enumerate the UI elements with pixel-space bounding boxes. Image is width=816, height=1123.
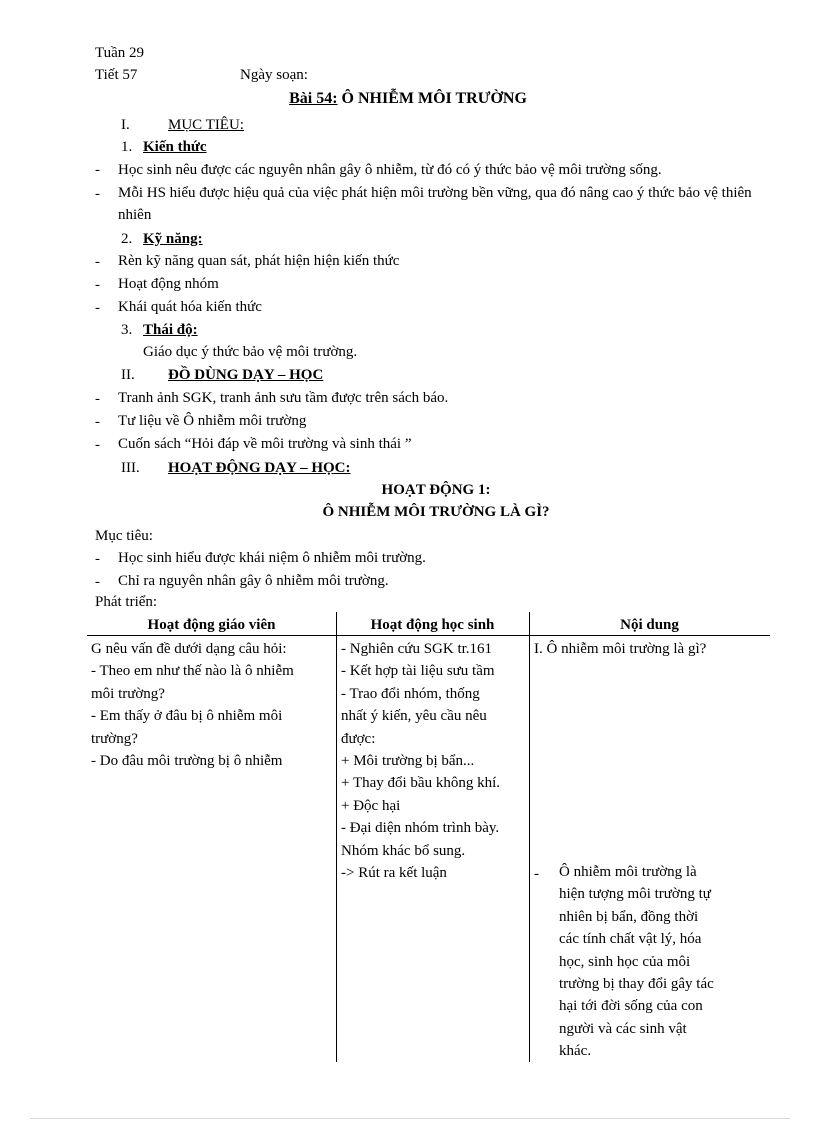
student-line: - Đại diện nhóm trình bày.: [341, 820, 500, 837]
lesson-title-text: Ô NHIỄM MÔI TRƯỜNG: [341, 90, 527, 107]
bullet-dash: -: [95, 391, 100, 407]
skills-item: Rèn kỹ năng quan sát, phát hiện hiện kiến thức: [118, 253, 400, 269]
teacher-line: trường?: [91, 730, 138, 747]
content-line: khác.: [559, 1043, 592, 1060]
content-line: trường bị thay đổi gây tác: [559, 976, 714, 993]
section-1-title: MỤC TIÊU:: [168, 117, 244, 133]
period-label: Tiết 57: [95, 67, 138, 83]
table-column-divider: [336, 612, 337, 1062]
section-2-number: II.: [121, 367, 135, 383]
table-header-content: Nội dung: [620, 617, 679, 633]
content-line: các tính chất vật lý, hóa: [559, 931, 702, 948]
bullet-dash: -: [95, 277, 100, 293]
knowledge-title: Kiến thức: [143, 139, 207, 155]
table-header-rule: [87, 635, 770, 636]
student-line: + Môi trường bị bẩn...: [341, 753, 475, 770]
teacher-line: - Theo em như thế nào là ô nhiễm: [91, 663, 294, 680]
content-line: hiện tượng môi trường tự: [559, 886, 711, 903]
section-3-title: HOẠT ĐỘNG DẠY – HỌC:: [168, 460, 351, 476]
student-cell: [341, 638, 500, 884]
bullet-dash: -: [95, 254, 100, 270]
student-line: - Nghiên cứu SGK tr.161: [341, 641, 493, 657]
skills-number: 2.: [121, 231, 133, 247]
student-line: được:: [341, 730, 376, 747]
page-bottom-rule: [30, 1118, 790, 1119]
activity-table: [87, 612, 770, 1062]
table-column-divider: [529, 612, 530, 1062]
activity-title: HOẠT ĐỘNG 1:: [381, 482, 491, 498]
materials-item: Tư liệu về Ô nhiễm môi trường: [118, 413, 307, 429]
objective-label: Mục tiêu:: [95, 528, 153, 544]
skills-item: Khái quát hóa kiến thức: [118, 299, 262, 315]
bullet-dash: -: [95, 300, 100, 316]
bullet-dash: -: [95, 551, 100, 567]
section-3-number: III.: [121, 460, 140, 476]
materials-item: Tranh ảnh SGK, tranh ảnh sưu tầm được trên sách báo.: [118, 390, 449, 406]
objective-item: Chỉ ra nguyên nhân gây ô nhiễm môi trường.: [118, 573, 389, 589]
bullet-dash: -: [534, 866, 539, 882]
teacher-line: - Do đâu môi trường bị ô nhiễm: [91, 753, 283, 770]
knowledge-item: Mỗi HS hiểu được hiệu quả của việc phát hiện môi trường bền vững, qua đó nâng cao ý thức bảo vệ thiên nhiên: [118, 185, 752, 223]
student-line: + Độc hại: [341, 797, 401, 814]
content-line: hại tới đời sống của con: [559, 998, 703, 1015]
content-line: Ô nhiễm môi trường là: [559, 864, 697, 880]
skills-title: Kỹ năng:: [143, 231, 203, 247]
attitude-title: Thái độ:: [143, 322, 198, 338]
content-line: người và các sinh vật: [559, 1020, 687, 1037]
knowledge-number: 1.: [121, 139, 133, 155]
student-line: -> Rút ra kết luận: [341, 865, 447, 882]
objective-item: Học sinh hiểu được khái niệm ô nhiễm môi trường.: [118, 550, 426, 566]
student-line: - Trao đổi nhóm, thống: [341, 685, 480, 702]
table-header-student: Hoạt động học sinh: [370, 617, 495, 633]
activity-subtitle: Ô NHIỄM MÔI TRƯỜNG LÀ GÌ?: [322, 504, 550, 520]
content-cell: [559, 861, 714, 1063]
materials-item: Cuốn sách “Hỏi đáp về môi trường và sinh thái ”: [118, 436, 412, 452]
bullet-dash: -: [95, 186, 100, 202]
bullet-dash: -: [95, 574, 100, 590]
teacher-line: G nêu vấn đề dưới dạng câu hỏi:: [91, 641, 287, 657]
student-line: - Kết hợp tài liệu sưu tầm: [341, 663, 495, 680]
teacher-line: môi trường?: [91, 685, 165, 702]
lesson-prefix: Bài 54:: [289, 90, 338, 107]
student-line: + Thay đổi bầu không khí.: [341, 775, 501, 792]
section-2-title: ĐỒ DÙNG DẠY – HỌC: [168, 367, 324, 383]
development-label: Phát triển:: [95, 594, 158, 610]
lesson-title: [0, 89, 816, 109]
bullet-dash: -: [95, 414, 100, 430]
student-line: nhất ý kiến, yêu cầu nêu: [341, 708, 487, 725]
section-1-number: I.: [121, 117, 130, 133]
content-line: nhiên bị bẩn, đồng thời: [559, 908, 699, 925]
student-line: Nhóm khác bổ sung.: [341, 842, 466, 859]
content-heading: I. Ô nhiễm môi trường là gì?: [534, 641, 707, 657]
table-header-teacher: Hoạt động giáo viên: [147, 617, 276, 633]
attitude-number: 3.: [121, 322, 133, 338]
content-line: học, sinh học của môi: [559, 953, 691, 970]
knowledge-item: Học sinh nêu được các nguyên nhân gây ô nhiễm, từ đó có ý thức bảo vệ môi trường sống.: [118, 162, 662, 178]
bullet-dash: -: [95, 162, 100, 178]
date-label: Ngày soạn:: [240, 67, 308, 83]
skills-item: Hoạt động nhóm: [118, 276, 219, 292]
attitude-text: Giáo dục ý thức bảo vệ môi trường.: [143, 344, 358, 360]
teacher-line: - Em thấy ở đâu bị ô nhiễm môi: [91, 708, 283, 725]
teacher-cell: [91, 638, 294, 772]
week-label: Tuần 29: [95, 45, 145, 61]
bullet-dash: -: [95, 437, 100, 453]
